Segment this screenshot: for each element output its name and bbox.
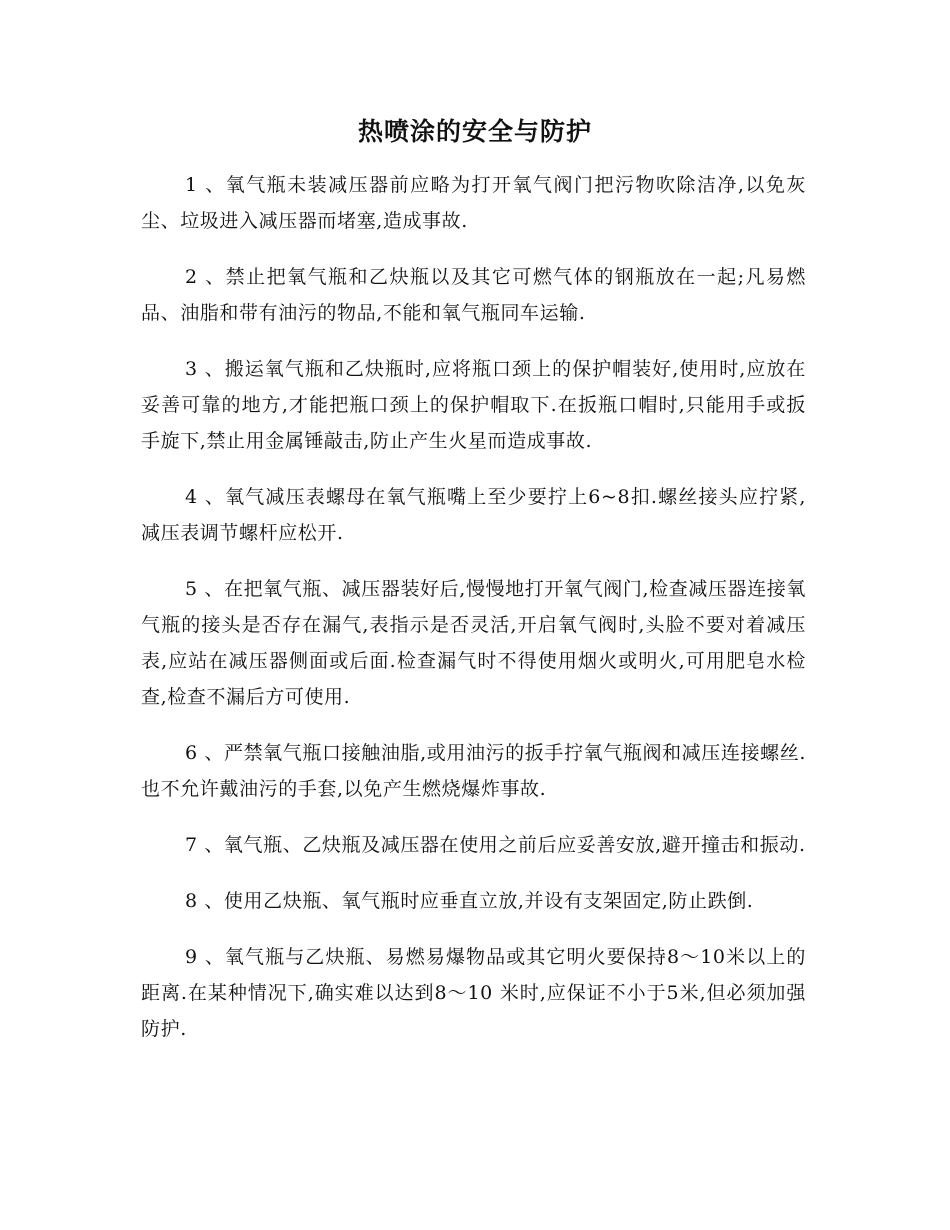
paragraph-7: 7 、氧气瓶、乙炔瓶及减压器在使用之前后应妥善安放,避开撞击和振动. [185,834,806,856]
paragraph-6: 6 、严禁氧气瓶口接触油脂,或用油污的扳手拧氧气瓶阀和减压连接螺丝.也不允许戴油污的手套,以免产生燃烧爆炸事故. [141,742,806,800]
paragraph-9: 9 、氧气瓶与乙炔瓶、易燃易爆物品或其它明火要保持8～10米以上的距离.在某种情况下,确实难以达到8～10 米时,应保证不小于5米,但必须加强防护. [141,946,806,1040]
paragraph-1: 1 、氧气瓶未装减压器前应略为打开氧气阀门把污物吹除洁净,以免灰尘、垃圾进入减压器而堵塞,造成事故. [141,174,806,232]
document-body [141,167,806,1067]
document-title: 热喷涂的安全与防护 [357,117,592,146]
paragraph-8: 8 、使用乙炔瓶、氧气瓶时应垂直立放,并设有支架固定,防止跌倒. [185,890,754,912]
paragraph-4: 4 、氧气减压表螺母在氧气瓶嘴上至少要拧上6~8扣.螺丝接头应拧紧,减压表调节螺杆应松开. [141,486,806,544]
paragraph-2: 2 、禁止把氧气瓶和乙炔瓶以及其它可燃气体的钢瓶放在一起;凡易燃品、油脂和带有油污的物品,不能和氧气瓶同车运输. [141,266,806,324]
paragraph-3: 3 、搬运氧气瓶和乙炔瓶时,应将瓶口颈上的保护帽装好,使用时,应放在妥善可靠的地方,才能把瓶口颈上的保护帽取下.在扳瓶口帽时,只能用手或扳手旋下,禁止用金属锤敲击,防止产生火星而造成事故. [141,358,806,452]
paragraph-5: 5 、在把氧气瓶、减压器装好后,慢慢地打开氧气阀门,检查减压器连接氧气瓶的接头是否存在漏气,表指示是否灵活,开启氧气阀时,头脸不要对着减压表,应站在减压器侧面或后面.检查漏气时不得使用烟火或明火,可用肥皂水检查,检查不漏后方可使用. [141,578,806,708]
